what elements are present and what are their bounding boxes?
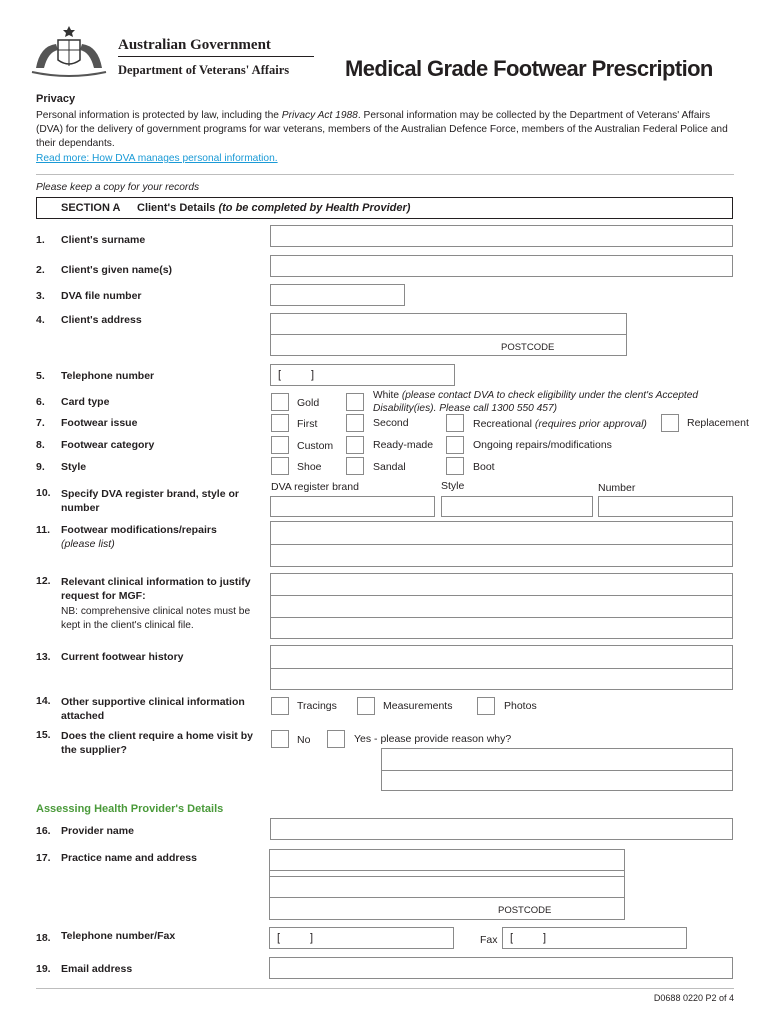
practice-line-divider-1 — [270, 870, 624, 871]
field-9-label: Style — [61, 461, 87, 473]
provider-heading: Assessing Health Provider's Details — [36, 803, 224, 815]
field-15-label: Does the client require a home visit by the supplier? — [61, 730, 253, 756]
provider-telephone-bracket-open: [ — [277, 932, 281, 944]
history-line-divider — [271, 668, 732, 669]
issue-second-label: Second — [373, 417, 409, 429]
keep-copy-note: Please keep a copy for your records — [36, 182, 200, 193]
field-8-number: 8. — [36, 439, 45, 451]
field-1-number: 1. — [36, 234, 45, 246]
category-repairs-checkbox[interactable] — [446, 436, 464, 454]
field-3-label: DVA file number — [61, 290, 142, 302]
fax-bracket-close: ] — [543, 932, 547, 944]
home-visit-no-checkbox[interactable] — [271, 730, 289, 748]
field-13-label: Current footwear history — [61, 651, 184, 663]
field-8-label: Footwear category — [61, 439, 155, 451]
issue-replacement-label: Replacement — [687, 417, 749, 429]
category-repairs-label: Ongoing repairs/modifications — [473, 439, 612, 451]
field-2-label: Client's given name(s) — [61, 264, 173, 276]
tracings-checkbox[interactable] — [271, 697, 289, 715]
section-a-title: Client's Details (to be completed by Health Provider) — [137, 202, 411, 214]
reason-line-divider — [382, 770, 732, 771]
surname-input[interactable] — [270, 225, 733, 247]
provider-telephone-input[interactable] — [269, 927, 454, 949]
footer-divider — [36, 988, 734, 989]
field-17-number: 17. — [36, 852, 51, 864]
field-19-label: Email address — [61, 963, 133, 975]
field-15-number: 15. — [36, 729, 51, 741]
clinical-line-divider-1 — [271, 595, 732, 596]
style-boot-label: Boot — [473, 461, 495, 473]
field-14-number: 14. — [36, 695, 51, 707]
modifications-line-divider — [271, 544, 732, 545]
home-visit-reason-input[interactable] — [381, 748, 733, 791]
provider-telephone-bracket-close: ] — [310, 932, 314, 944]
issue-recreational-checkbox[interactable] — [446, 414, 464, 432]
field-6-number: 6. — [36, 396, 45, 408]
style-column-label: Style — [441, 480, 465, 492]
field-7-label: Footwear issue — [61, 417, 138, 429]
home-visit-no-label: No — [297, 734, 311, 746]
field-4-number: 4. — [36, 314, 45, 326]
issue-first-checkbox[interactable] — [271, 414, 289, 432]
field-18-number: 18. — [36, 932, 51, 944]
clinical-info-input[interactable] — [270, 573, 733, 639]
address-line-divider — [271, 334, 626, 335]
issue-first-label: First — [297, 418, 318, 430]
field-11-note: (please list) — [61, 538, 115, 550]
telephone-input[interactable] — [270, 364, 455, 386]
field-12-label: Relevant clinical information to justify request for MGF: — [61, 576, 251, 602]
footwear-history-input[interactable] — [270, 645, 733, 690]
field-14-label: Other supportive clinical information attached — [61, 696, 245, 722]
fax-input[interactable] — [502, 927, 687, 949]
given-names-input[interactable] — [270, 255, 733, 277]
field-18-label: Telephone number/Fax — [61, 930, 176, 942]
field-17-label: Practice name and address — [61, 852, 197, 864]
practice-line-divider-3 — [270, 897, 624, 898]
address-postcode-label: POSTCODE — [501, 342, 555, 353]
email-input[interactable] — [269, 957, 733, 979]
field-19-number: 19. — [36, 963, 51, 975]
gov-title: Australian Government — [118, 37, 271, 53]
provider-name-input[interactable] — [270, 818, 733, 840]
brand-column-label: DVA register brand — [271, 481, 359, 493]
field-6-label: Card type — [61, 396, 110, 408]
field-12-number: 12. — [36, 575, 51, 587]
clinical-line-divider-2 — [271, 617, 732, 618]
photos-label: Photos — [504, 700, 537, 712]
issue-second-checkbox[interactable] — [346, 414, 364, 432]
home-visit-yes-label: Yes - please provide reason why? — [354, 733, 512, 745]
field-16-number: 16. — [36, 825, 51, 837]
number-input[interactable] — [598, 496, 733, 517]
category-readymade-label: Ready-made — [373, 439, 434, 451]
style-sandal-label: Sandal — [373, 461, 406, 473]
field-1-label: Client's surname — [61, 234, 146, 246]
card-white-label: White (please contact DVA to check eligibility under the clent's Accepted Disability(ies). Please call 1300 550 457) — [373, 390, 699, 414]
style-shoe-checkbox[interactable] — [271, 457, 289, 475]
measurements-label: Measurements — [383, 700, 453, 712]
field-4-label: Client's address — [61, 314, 142, 326]
brand-input[interactable] — [270, 496, 435, 517]
style-boot-checkbox[interactable] — [446, 457, 464, 475]
telephone-bracket-close: ] — [311, 369, 315, 381]
field-5-number: 5. — [36, 370, 45, 382]
field-11-label: Footwear modifications/repairs — [61, 524, 217, 536]
category-readymade-checkbox[interactable] — [346, 436, 364, 454]
field-3-number: 3. — [36, 290, 45, 302]
address-input[interactable] — [270, 313, 627, 356]
issue-replacement-checkbox[interactable] — [661, 414, 679, 432]
field-16-label: Provider name — [61, 825, 134, 837]
form-code: D0688 0220 P2 of 4 — [653, 993, 734, 1003]
fax-label: Fax — [480, 934, 498, 946]
field-2-number: 2. — [36, 264, 45, 276]
privacy-link[interactable]: Read more: How DVA manages personal information. — [36, 153, 278, 164]
fax-bracket-open: [ — [510, 932, 514, 944]
field-10-label: Specify DVA register brand, style or number — [61, 488, 239, 514]
dept-title: Department of Veterans' Affairs — [118, 63, 290, 77]
privacy-text: Personal information is protected by law, including the Privacy Act 1988. Personal information may be collected by the Department of Veterans' Affairs (DVA) for the delivery of government programs for war veterans, members of the Australian Defence Force, members of the Australian Federal Police and their dependants. — [36, 110, 728, 149]
home-visit-yes-checkbox[interactable] — [327, 730, 345, 748]
divider — [36, 174, 734, 175]
telephone-bracket-open: [ — [278, 369, 282, 381]
page-title: Medical Grade Footwear Prescription — [345, 56, 713, 81]
practice-postcode-label: POSTCODE — [498, 905, 552, 916]
card-gold-checkbox[interactable] — [271, 393, 289, 411]
section-a-code: SECTION A — [61, 202, 121, 214]
practice-address-input[interactable] — [269, 849, 625, 920]
photos-checkbox[interactable] — [477, 697, 495, 715]
field-5-label: Telephone number — [61, 370, 155, 382]
header-divider — [118, 56, 314, 57]
style-sandal-checkbox[interactable] — [346, 457, 364, 475]
number-column-label: Number — [598, 482, 636, 494]
dva-file-number-input[interactable] — [270, 284, 405, 306]
style-shoe-label: Shoe — [297, 461, 322, 473]
card-white-checkbox[interactable] — [346, 393, 364, 411]
card-gold-label: Gold — [297, 397, 320, 409]
category-custom-checkbox[interactable] — [271, 436, 289, 454]
style-input[interactable] — [441, 496, 593, 517]
field-11-number: 11. — [36, 524, 51, 536]
measurements-checkbox[interactable] — [357, 697, 375, 715]
section-a-bar — [36, 197, 733, 219]
practice-line-divider-2 — [270, 876, 624, 877]
modifications-input[interactable] — [270, 521, 733, 567]
field-10-number: 10. — [36, 487, 51, 499]
field-12-note: NB: comprehensive clinical notes must be kept in the client's clinical file. — [61, 606, 251, 631]
category-custom-label: Custom — [297, 440, 334, 452]
privacy-heading: Privacy — [36, 93, 76, 105]
field-9-number: 9. — [36, 461, 45, 473]
field-7-number: 7. — [36, 417, 45, 429]
field-13-number: 13. — [36, 651, 51, 663]
tracings-label: Tracings — [297, 700, 337, 712]
issue-recreational-label: Recreational (requires prior approval) — [473, 418, 647, 430]
coat-of-arms-logo — [28, 22, 110, 80]
